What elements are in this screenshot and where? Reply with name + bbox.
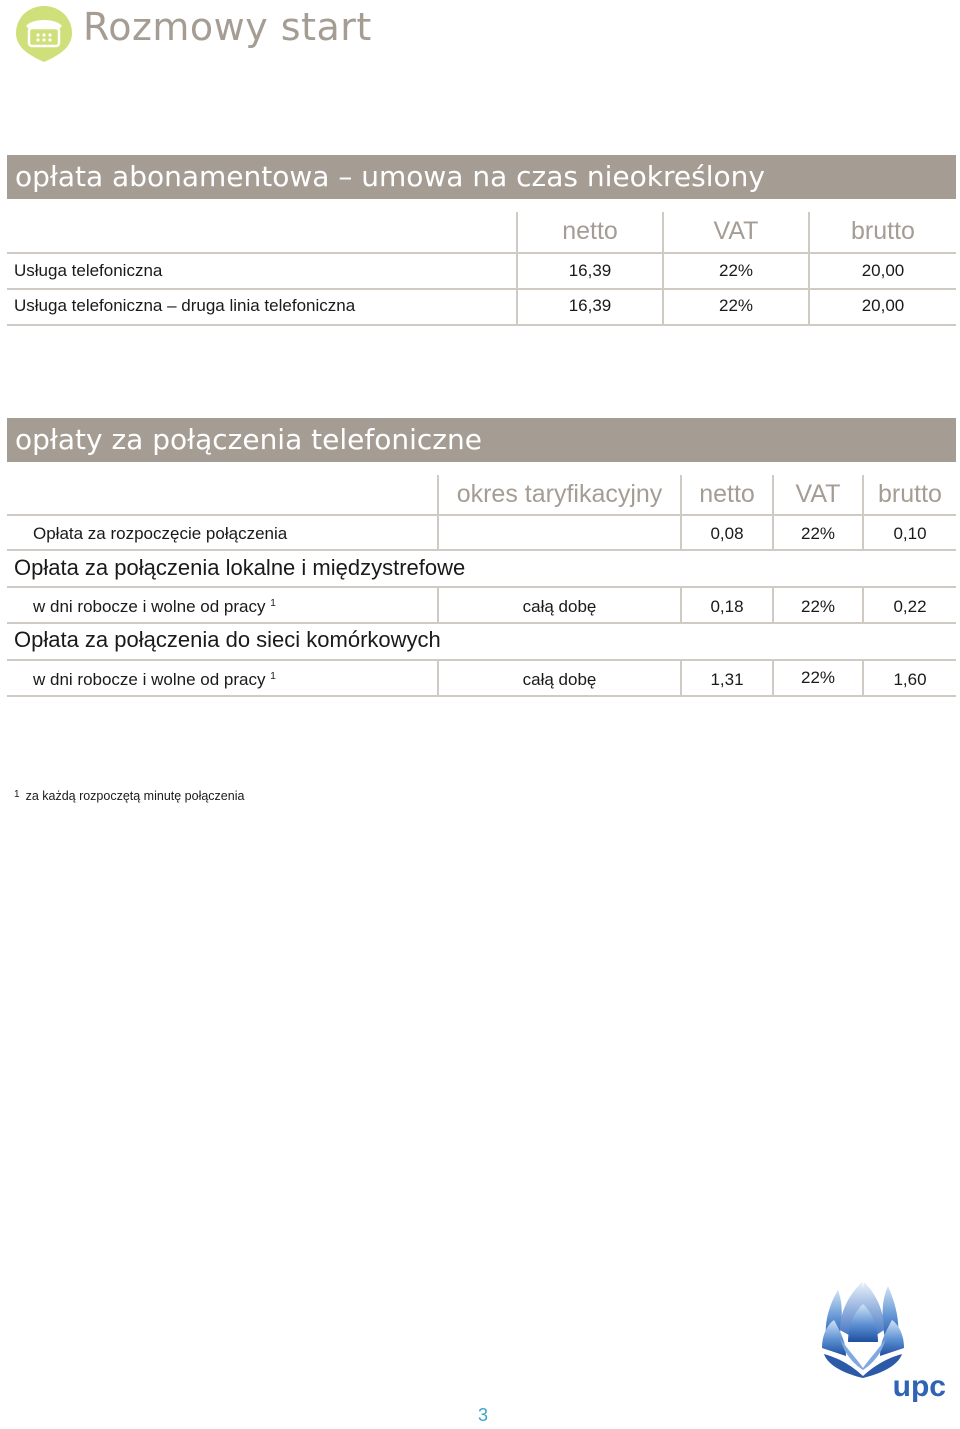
row-vat: 22%: [718, 261, 754, 280]
table-rule: [7, 695, 956, 697]
column-header-netto: netto: [562, 217, 618, 245]
table-rule: [7, 288, 956, 290]
row-netto: 16,39: [568, 261, 612, 280]
footnote-ref: 1: [270, 598, 276, 609]
mobile-row-brutto: 1,60: [893, 670, 927, 689]
row-label: Usługa telefoniczna: [14, 261, 163, 280]
table-rule: [7, 549, 956, 551]
telephone-icon: [14, 4, 74, 64]
column-header-period: okres taryfikacyjny: [456, 480, 663, 508]
column-header-vat: VAT: [795, 480, 841, 508]
mobile-row-netto: 1,31: [710, 670, 744, 689]
footnote-text: za każdą rozpoczętą minutę połączenia: [25, 789, 245, 803]
footnote-ref: 1: [270, 671, 276, 682]
upc-flower-logo: [818, 1278, 954, 1404]
group-title-local: Opłata za połączenia lokalne i międzystrefowe: [14, 555, 466, 580]
start-fee-netto: 0,08: [710, 524, 744, 543]
upc-logo-text: upc: [892, 1370, 946, 1403]
subscription-section-title: opłata abonamentowa – umowa na czas nieokreślony: [7, 155, 956, 199]
mobile-row-label: w dni robocze i wolne od pracy $^1$: [33, 670, 276, 689]
row-brutto: 20,00: [861, 296, 905, 315]
local-row-vat: 22%: [800, 597, 836, 616]
row-vat: 22%: [718, 296, 754, 315]
column-header-netto: netto: [699, 480, 755, 508]
table-rule: [7, 586, 956, 588]
row-label: Usługa telefoniczna – druga linia telefoniczna: [14, 296, 356, 315]
local-row-label: w dni robocze i wolne od pracy $^1$: [33, 597, 276, 616]
column-header-brutto: brutto: [851, 217, 915, 245]
group-title-mobile: Opłata za połączenia do sieci komórkowych: [14, 627, 441, 652]
start-fee-vat: 22%: [800, 524, 836, 543]
start-fee-label: Opłata za rozpoczęcie połączenia: [33, 524, 288, 543]
page-title: Rozmowy start: [83, 5, 372, 49]
footnote: [14, 789, 244, 803]
table-rule: [7, 659, 956, 661]
calls-section-title: opłaty za połączenia telefoniczne: [7, 418, 956, 462]
table-rule: [7, 514, 956, 516]
column-header-vat: VAT: [713, 217, 759, 245]
table-rule: [7, 252, 956, 254]
row-brutto: 20,00: [861, 261, 905, 280]
column-divider: [437, 515, 439, 550]
footnote-mark: 1: [14, 789, 20, 800]
local-row-brutto: 0,22: [893, 597, 927, 616]
start-fee-brutto: 0,10: [893, 524, 927, 543]
row-netto: 16,39: [568, 296, 612, 315]
page-number: 3: [477, 1405, 488, 1425]
mobile-row-period: całą dobę: [522, 670, 597, 689]
mobile-row-vat: 22%: [800, 668, 836, 687]
table-rule: [7, 622, 956, 624]
local-row-period: całą dobę: [522, 597, 597, 616]
column-header-brutto: brutto: [878, 480, 942, 508]
table-rule: [7, 324, 956, 326]
local-row-netto: 0,18: [710, 597, 744, 616]
